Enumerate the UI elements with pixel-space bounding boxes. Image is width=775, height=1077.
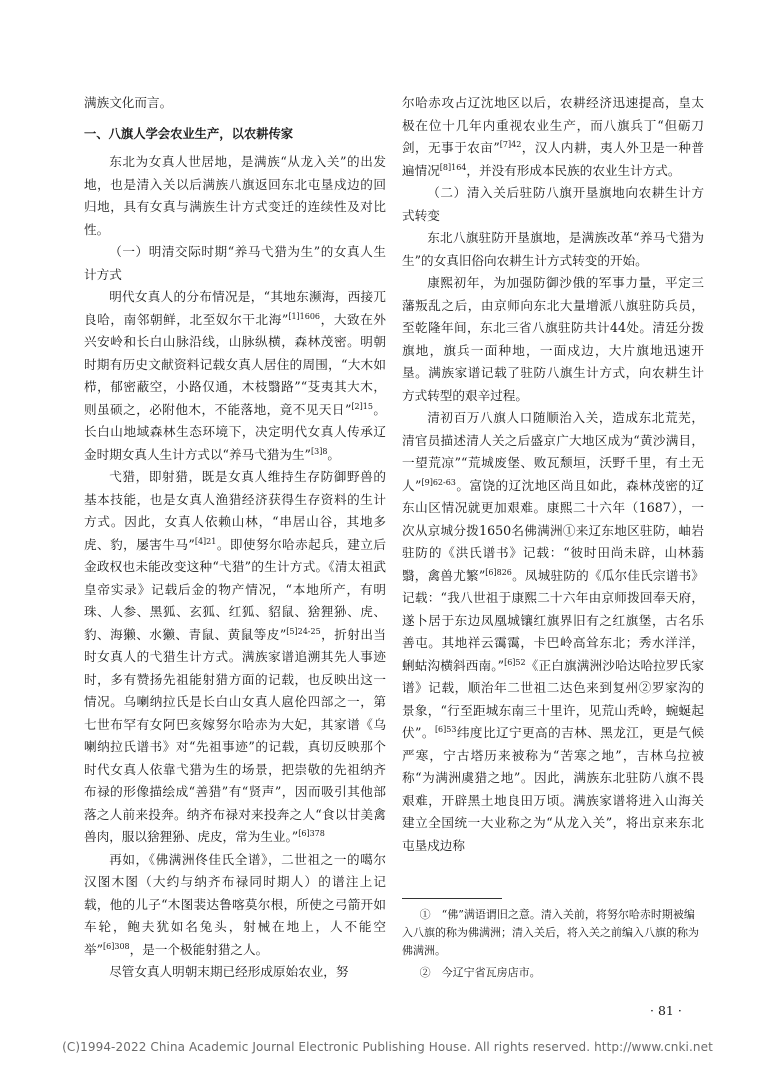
citation: [6]378: [298, 829, 325, 838]
citation: [3]8: [310, 446, 328, 456]
paragraph-continuation: 尔哈赤攻占辽沈地区以后，农耕经济迅速提高，皇太极在位十几年内重视农业生产，而八旗兵丁“但砺刀剑，无事于农亩”$^{[7]42}$，汉人内耕，夷人外卫是一种普遍情况$^{[8]164}$，并没有形成本民族的农业生计方式。: [402, 95, 705, 178]
paragraph: 清初百万八旗人口随顺治入关，造成东北荒芜，清官员描述清人关之后盛京广大地区成为“黄沙满目，一望荒凉”“荒城废堡、败瓦颓垣，沃野千里，有土无人”$^{[9]62-63}$。富饶的辽沈地区尚且如此，森林茂密的辽东山区情况就更加艰难。康熙二十六年（1687），一次从京城分拨1650名佛满洲①来辽东地区驻防，岫岩驻防的《洪氏谱书》记载：“彼时田尚未辟，山林蓊翳，禽兽尤繁”$^{[6]826}$。凤城驻防的《瓜尔佳氏宗谱书》记载：“我八世祖于康熙二十六年由京师拨回奉天府，遂卜居于东边凤凰城镶红旗界旧有之红旗堡，古名乐善屯。其地祥云霭霭，卡巴岭高耸东北；秀水洋洋，蜊蛄沟横斜西南。”$^{[6]52}$《正白旗满洲沙哈达哈拉罗氏家谱》记载，顺治年二世祖二达色来到复州②罗家沟的景象，“行至距城东南三十里许，见荒山秃岭，蜿蜒起伏”。$^{[6]53}$纬度比辽宁更高的吉林、黑龙江，更是气候严寒，宁古塔历来被称为“苦寒之地”，吉林乌拉被称“为满洲虞猎之地”。因此，满族东北驻防八旗不畏艰难，开辟黑土地良田万顷。满族家谱将进入山海关建立全国统一大业称之为“从龙入关”，将出京来东北屯垦戍边称: [402, 410, 705, 853]
footnotes: [402, 906, 704, 986]
paragraph: 弋猎，即射猎，既是女真人维持生存防御野兽的基本技能，也是女真人渔猎经济获得生存资料的生计方式。因此，女真人依赖山林，“串居山谷，其地多虎、豹，屡害牛马”$^{[4]21}$。即使努尔哈赤起兵，建立后金政权也未能改变这种“弋猎”的生计方式。《清太祖武皇帝实录》记载后金的物产情况，“本地所产，有明珠、人参、黑狐、玄狐、红狐、貂鼠、猞狸狲、虎、豹、海獭、水獭、青鼠、黄鼠等皮”$^{[5]24-25}$，折射出当时女真人的弋猎生计方式。满族家谱追溯其先人事迹时，多有赞扬先祖能射猎方面的记载，也反映出这一情况。乌喇纳拉氏是长白山女真人扈伦四部之一，第七世布罕有女阿巴亥嫁努尔哈赤为大妃，其家谱《乌喇纳拉氏谱书》对“先祖事迹”的记载，真切反映那个时代女真人依靠弋猎为生的场景，把崇敬的先祖纳齐布禄的形像描绘成“善猎”有“贤声”，因而吸引其他部落之人前来投奔。纳齐布禄对来投奔之人“食以甘美禽兽肉，服以猞狸狲、虎皮，常为生业。”$^{[6]378}$: [84, 469, 386, 844]
section-heading: 一、八旗人学会农业生产，以农耕传家: [84, 126, 294, 141]
citation: [7]42: [499, 140, 522, 149]
citation: [6]53: [434, 725, 457, 734]
footnote: ① “佛”满语谓旧之意。清入关前，将努尔哈赤时期被编入八旗的称为佛满洲；清入关后，将入关之前编入八旗的称为佛满洲。: [402, 908, 699, 957]
paragraph: 再如，《佛满洲佟佳氏全谱》，二世祖之一的噶尔汉图木图（大约与纳齐布禄同时期人）的谱注上记载，他的儿子“木图裴达鲁喀莫尔根，所使之弓箭开如车轮，鲍夫犹如名兔头，射械在地上，人不能空举”$^{[6]308}$，是一个极能射猎之人。: [84, 851, 386, 957]
page-number: · 81 ·: [650, 1003, 682, 1018]
citation: [8]164: [439, 162, 467, 172]
citation: [6]826: [485, 567, 512, 577]
paragraph: 东北八旗驻防开垦旗地，是满族改革“养马弋猎为生”的女真旧俗向农耕生计方式转变的开始。: [402, 230, 704, 268]
citation: [1]1606: [288, 311, 321, 321]
citation: [2]15: [351, 401, 373, 411]
citation: [6]52: [504, 657, 526, 667]
right-column: [402, 92, 704, 857]
copyright-footer: (C)1994-2022 China Academic Journal Electronic Publishing House. All rights reserved. http://www.cnki.net: [62, 1040, 713, 1054]
paragraph: 康熙初年，为加强防御沙俄的军事力量，平定三藩叛乱之后，由京师向东北大量增派八旗驻防兵员，至乾隆年间，东北三省八旗驻防共计44处。清廷分拨旗地，旗兵一面种地，一面戍边，大片旗地迅速开垦。满族家谱记载了驻防八旗生计方式，向农耕生计方式转型的艰辛过程。: [402, 275, 704, 403]
subsection-heading: （二）清入关后驻防八旗开垦旗地向农耕生计方式转变: [402, 185, 704, 223]
paragraph: 东北为女真人世居地，是满族“从龙入关”的出发地，也是清入关以后满族八旗返回东北屯垦戍边的回归地，具有女真与满族生计方式变迁的连续性及对比性。: [84, 154, 386, 237]
left-column: [84, 92, 386, 984]
subsection-heading: （一）明清交际时期“养马弋猎为生”的女真人生计方式: [84, 244, 386, 282]
citation: [4]21: [194, 536, 217, 546]
footnote: ② 今辽宁省瓦房店市。: [419, 966, 541, 979]
paragraph: 尽管女真人明朝末期已经形成原始农业，努: [109, 964, 349, 979]
citation: [9]62-63: [421, 477, 456, 487]
citation: [5]24-25: [286, 626, 321, 636]
citation: [6]308: [103, 941, 130, 951]
footnote-divider: [402, 898, 502, 899]
paragraph-continuation: 满族文化而言。: [84, 95, 173, 110]
paragraph: 明代女真人的分布情况是，“其地东濒海，西接兀良哈，南邻朝鲜，北至奴尔干北海”$^{[1]1606}$，大致在外兴安岭和长白山脉沿线，山脉纵横，森林茂密。明朝时期有历史文献资料记载女真人居住的周围，“大木如栉，郁密蔽空，小路仅通，木枝翳路”“芟夷其大木，则虽硕之，必附他木，不能落地，竟不见天日”$^{[2]15}$。长白山地域森林生态环境下，决定明代女真人传承辽金时期女真人生计方式以“养马弋猎为生”$^{[3]8}$。: [84, 289, 386, 462]
